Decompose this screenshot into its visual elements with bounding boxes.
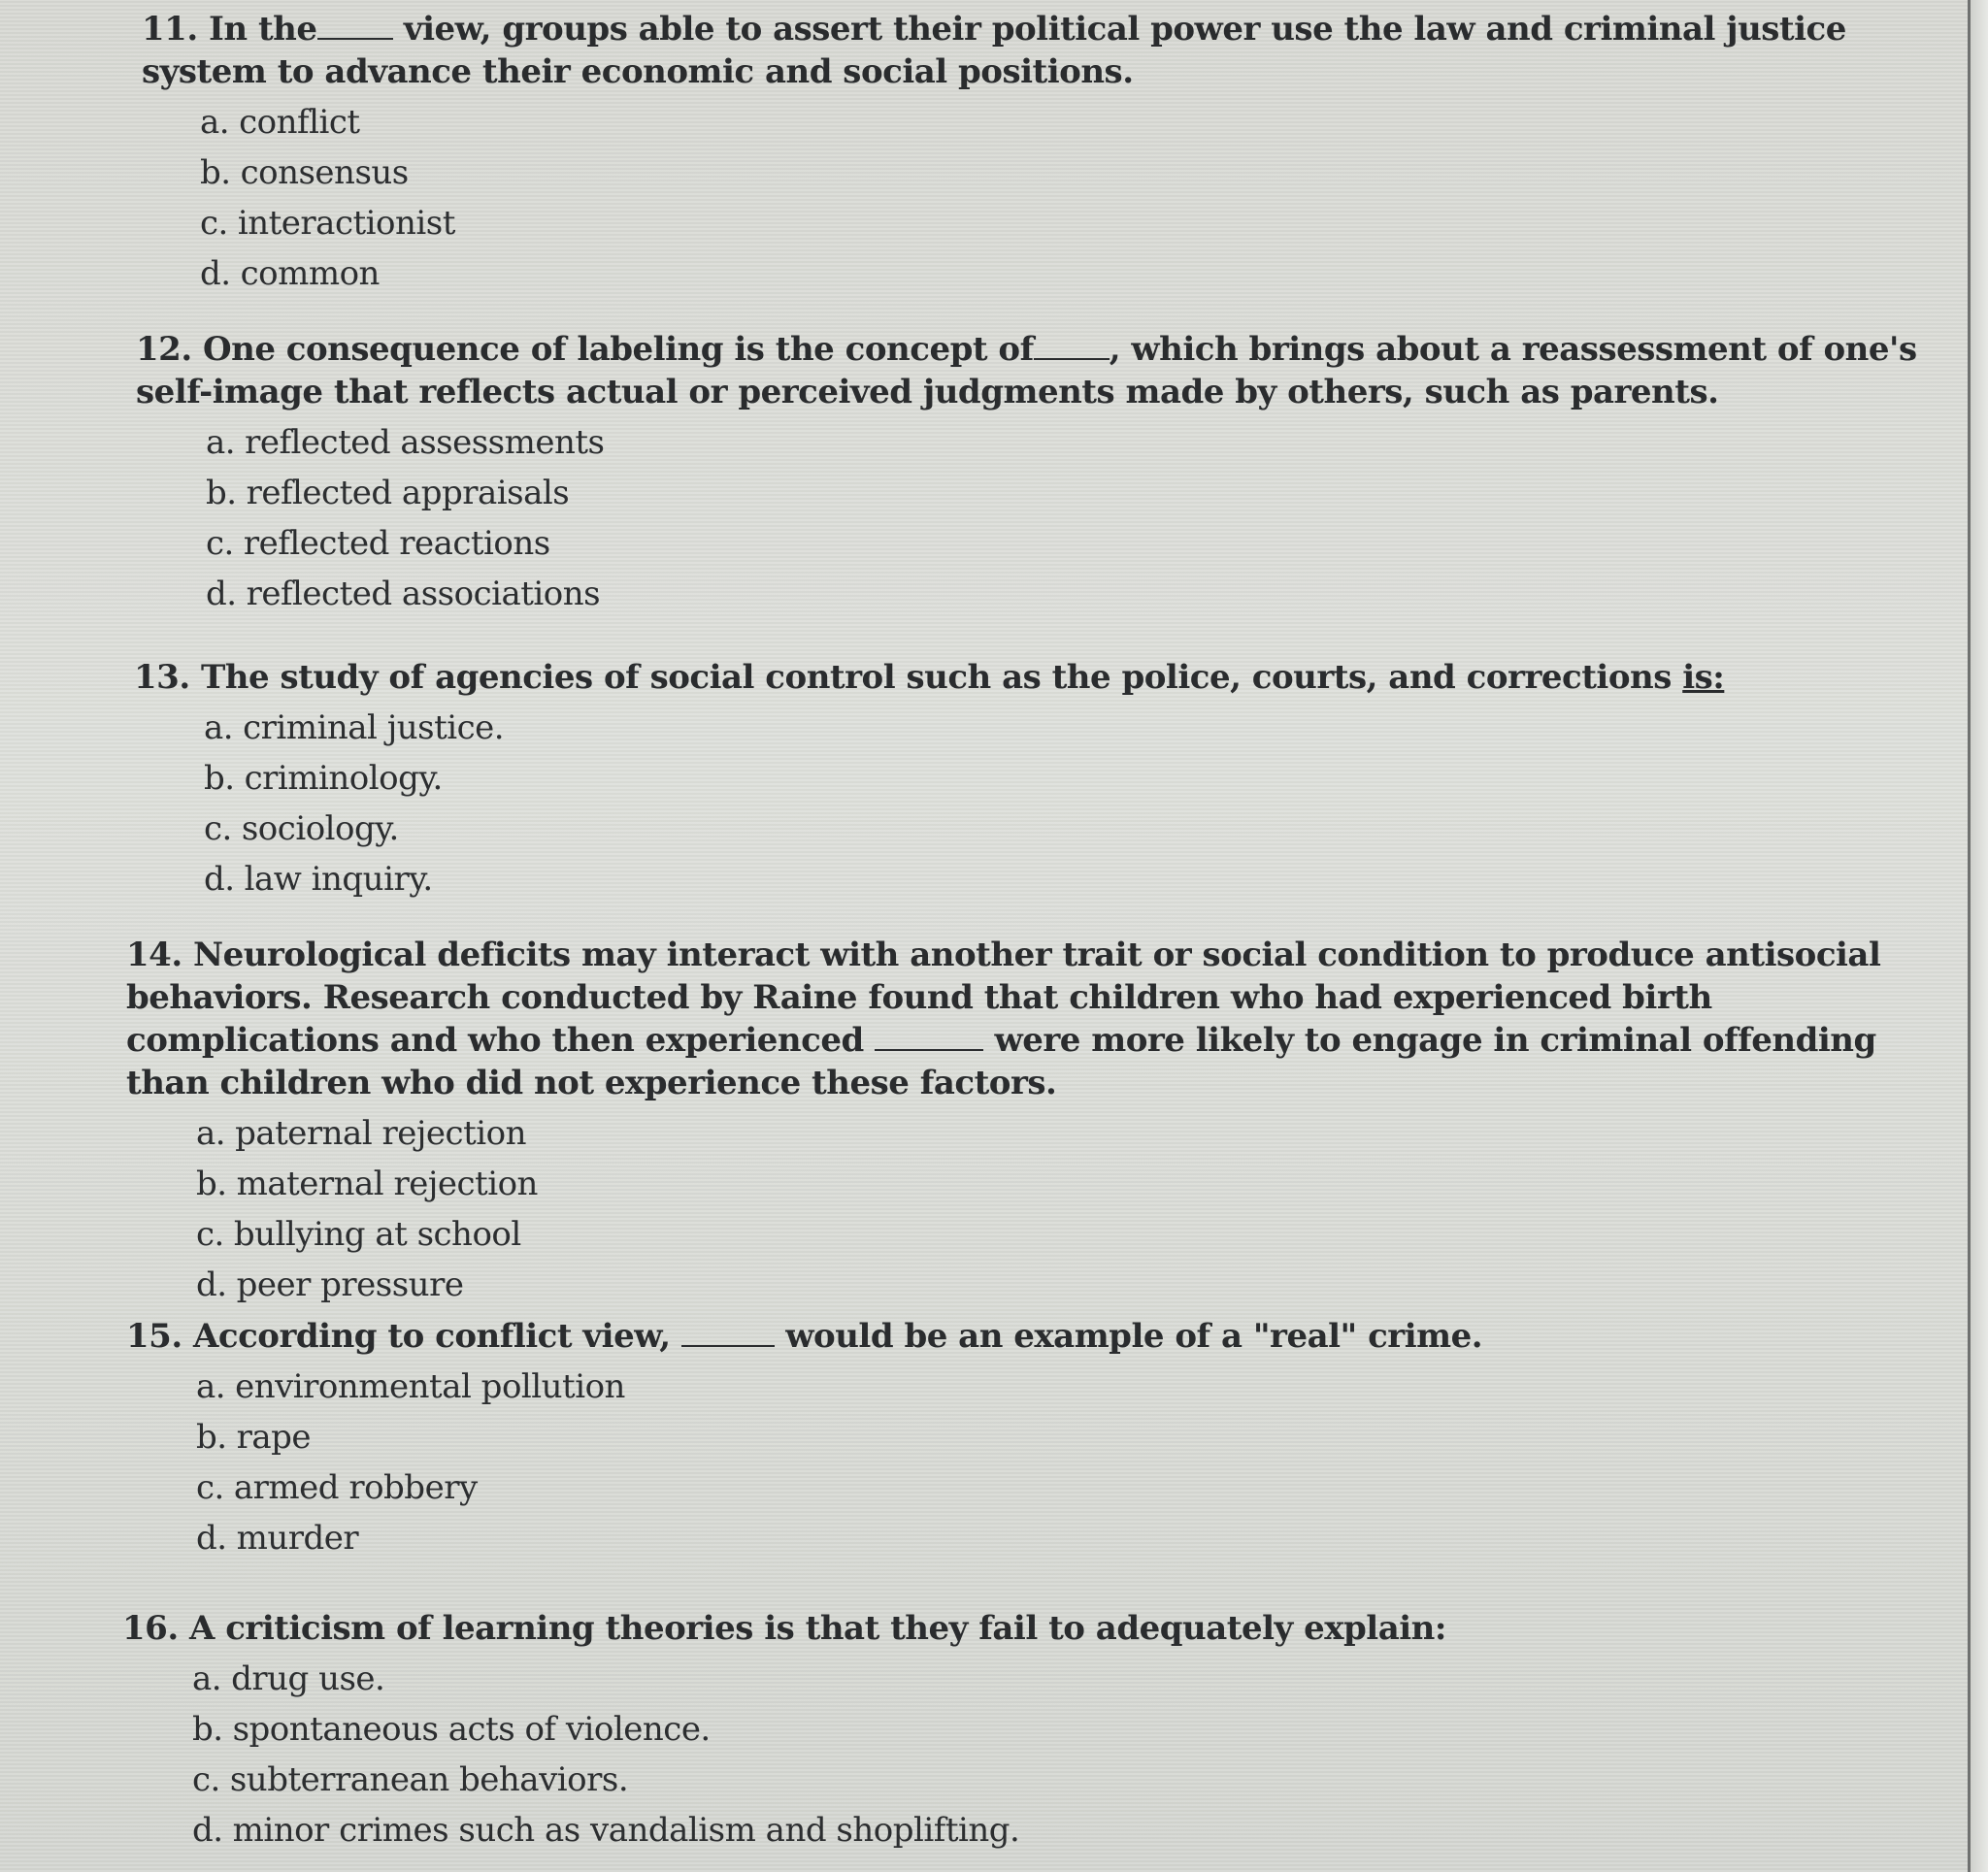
stem-text-before: The study of agencies of social control such as the police, courts, and corrections (201, 658, 1672, 697)
question-16 (122, 1607, 1928, 1856)
question-stem (142, 8, 1967, 93)
option-c: c. subterranean behaviors. (192, 1760, 629, 1799)
stem-text-after: view, groups able to assert their political power use the law and criminal justice system to advance their economic and social positions. (142, 10, 1846, 91)
stem-text-after: would be an example of a "real" crime. (785, 1317, 1483, 1356)
question-number: 11. (142, 10, 198, 49)
answer-options (204, 703, 1939, 904)
option-c: c. bullying at school (196, 1215, 521, 1254)
question-13 (134, 656, 1939, 904)
answer-blank (681, 1316, 775, 1347)
option-d: d. common (200, 254, 380, 293)
question-14 (126, 934, 1951, 1310)
option-b: b. consensus (200, 153, 409, 192)
question-number: 14. (126, 936, 182, 974)
option-d: d. law inquiry. (204, 860, 433, 899)
option-c: c. reflected reactions (206, 524, 550, 563)
question-15 (126, 1315, 1932, 1563)
stem-text-before: One consequence of labeling is the concept of (203, 330, 1034, 369)
option-d: d. minor crimes such as vandalism and shoplifting. (192, 1811, 1020, 1850)
option-b: b. spontaneous acts of violence. (192, 1710, 711, 1749)
option-a: a. conflict (200, 103, 360, 142)
question-number: 15. (126, 1317, 182, 1356)
option-b: b. criminology. (204, 759, 443, 798)
option-a: a. criminal justice. (204, 708, 505, 747)
answer-options (196, 1362, 1932, 1563)
question-stem (126, 934, 1951, 1104)
question-number: 12. (136, 330, 192, 369)
question-stem (134, 656, 1939, 699)
option-b: b. rape (196, 1418, 311, 1457)
question-12 (136, 328, 1941, 619)
answer-options (206, 417, 1941, 619)
stem-text-before: According to conflict view, (193, 1317, 671, 1356)
option-a: a. environmental pollution (196, 1367, 625, 1406)
monitor-bezel (1968, 0, 1988, 1872)
option-d: d. reflected associations (206, 575, 601, 613)
stem-text-before: A criticism of learning theories is that they fail to adequately explain: (189, 1609, 1446, 1648)
option-b: b. reflected appraisals (206, 474, 570, 512)
question-number: 16. (122, 1609, 179, 1648)
option-a: a. paternal rejection (196, 1114, 526, 1153)
option-d: d. murder (196, 1519, 359, 1558)
question-number: 13. (134, 658, 190, 697)
stem-text-after: , which brings about a reassessment of one's self-image that reflects actual or perceived judgments made by others, such as parents. (136, 330, 1917, 411)
option-c: c. interactionist (200, 204, 455, 243)
stem-text-before: Neurological deficits may interact with another trait or social condition to produce antisocial behaviors. Research conducted by Raine found that children who had experienced birth complications and who then experienced (126, 936, 1881, 1060)
answer-options (192, 1654, 1928, 1856)
question-stem (136, 328, 1941, 413)
option-c: c. sociology. (204, 809, 399, 848)
stem-text-after: were more likely to engage in criminal offending than children who did not experience these factors. (126, 1021, 1876, 1102)
option-b: b. maternal rejection (196, 1165, 538, 1203)
answer-options (200, 97, 1967, 299)
option-a: a. reflected assessments (206, 423, 605, 462)
answer-blank (875, 1020, 983, 1051)
answer-blank (317, 9, 393, 40)
option-a: a. drug use. (192, 1659, 385, 1698)
question-stem (122, 1607, 1928, 1650)
answer-options (196, 1108, 1951, 1310)
stem-text-before: In the (209, 10, 317, 49)
question-11 (142, 8, 1967, 299)
stem-text-after: is: (1682, 658, 1725, 697)
option-c: c. armed robbery (196, 1468, 478, 1507)
answer-blank (1034, 329, 1110, 360)
question-stem (126, 1315, 1932, 1358)
option-d: d. peer pressure (196, 1265, 464, 1304)
